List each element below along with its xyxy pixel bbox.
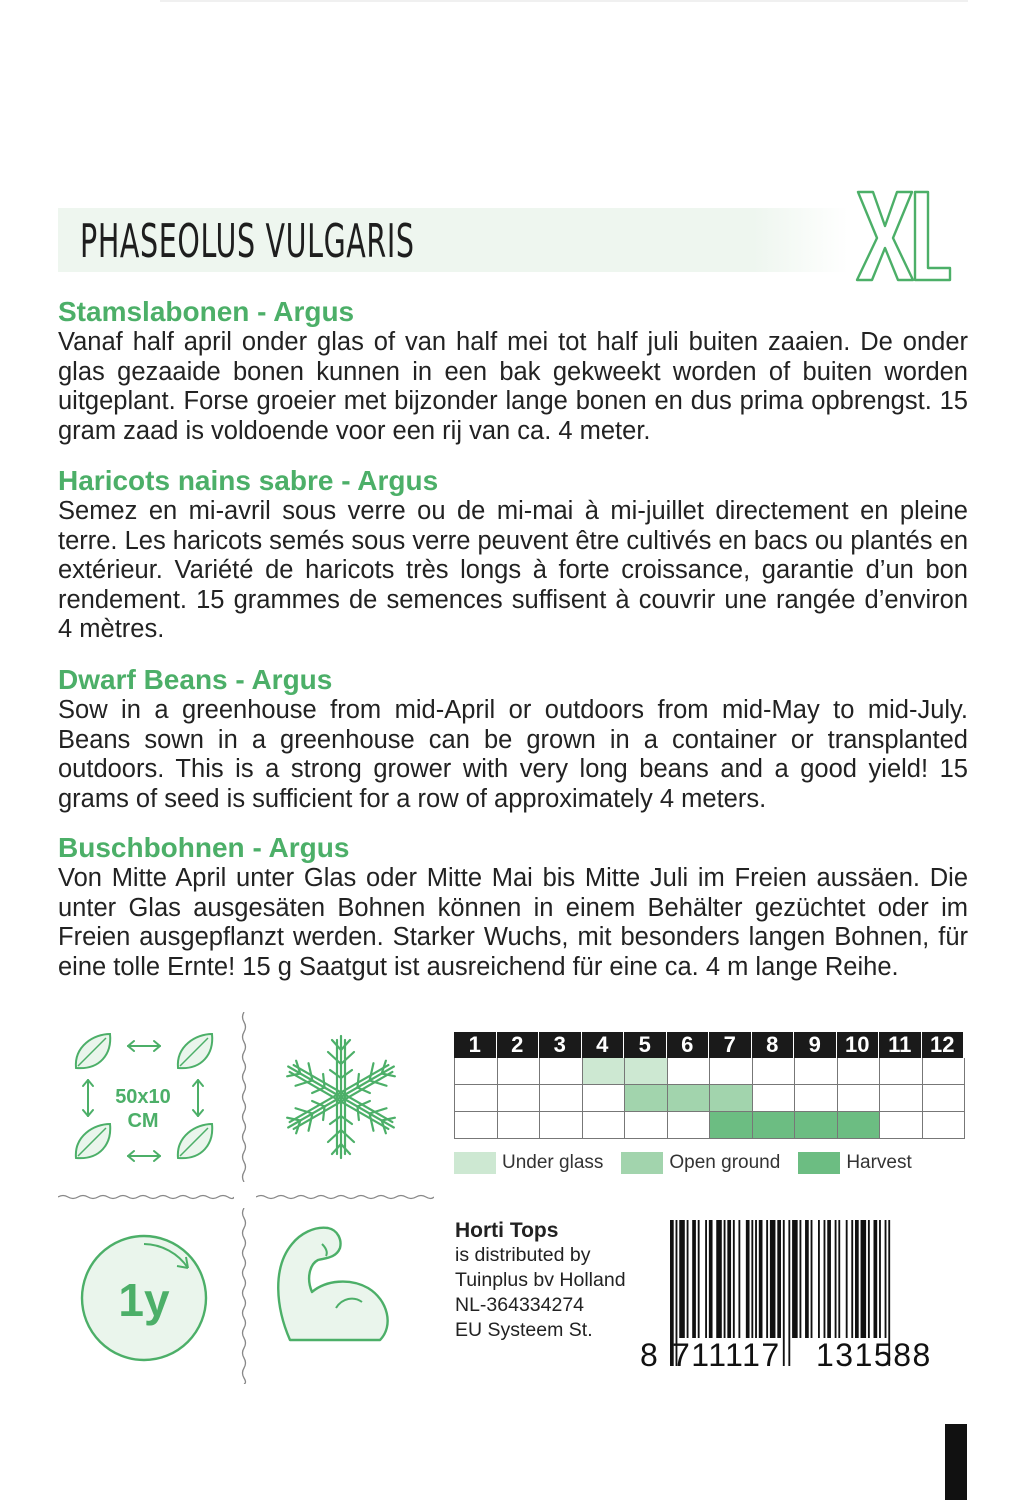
barcode-bar: [835, 1220, 837, 1338]
barcode-digit-first: 8: [640, 1337, 658, 1370]
calendar-cell: [454, 1112, 498, 1139]
calendar-cell: [753, 1112, 796, 1139]
calendar-cell: [498, 1058, 541, 1085]
barcode-bar: [846, 1220, 848, 1338]
barcode: [636, 1220, 966, 1370]
barcode-bar: [724, 1220, 726, 1338]
legend-label: Under glass: [502, 1152, 604, 1173]
calendar-header: [454, 1032, 965, 1058]
wavy-divider-vertical: [240, 1208, 248, 1384]
calendar-cell: [668, 1112, 711, 1139]
calendar-cell: [498, 1085, 541, 1112]
barcode-bar: [759, 1220, 763, 1338]
latin-name: PHASEOLUS VULGARIS: [80, 214, 415, 268]
barcode-digits-right: 131588: [816, 1337, 932, 1370]
section-heading: Haricots nains sabre - Argus: [58, 465, 439, 496]
calendar-cell: [880, 1058, 923, 1085]
distributor-info: [455, 1218, 626, 1343]
calendar-cell: [540, 1058, 583, 1085]
calendar-cell: [498, 1112, 541, 1139]
legend-swatch-open-ground: [621, 1152, 663, 1174]
distributor-line: NL-364334274: [455, 1294, 585, 1316]
barcode-bar: [861, 1220, 867, 1338]
section-english: [58, 664, 968, 814]
calendar-cell: [625, 1058, 668, 1085]
section-french: [58, 465, 968, 645]
barcode-bar: [751, 1220, 753, 1338]
calendar-row: [454, 1112, 965, 1139]
calendar-cell: [838, 1058, 881, 1085]
xl-badge-text: XL: [855, 186, 857, 187]
barcode-bar: [679, 1220, 685, 1338]
section-text: Semez en mi-avril sous verre ou de mi-mai à mi-juillet directement en pleine terre. Les haricots semés sous verre peuvent être cultivés en bacs ou plantés en extérieur. Variété de haricots très longs à forte croissance, garantie d’un bon rendement. 15 grammes de semences suffisent à couvrir une rangée d’environ 4 mètres.: [58, 497, 968, 644]
barcode-bar: [733, 1220, 735, 1338]
barcode-bar: [770, 1220, 776, 1338]
legend-label: Open ground: [669, 1152, 781, 1173]
calendar-cell: [795, 1058, 838, 1085]
calendar-cell: [454, 1085, 498, 1112]
calendar-cell: [625, 1085, 668, 1112]
calendar-cell: [454, 1058, 498, 1085]
calendar-body: [454, 1058, 965, 1139]
registration-mark: [945, 1424, 967, 1500]
spacing-unit: CM: [127, 1110, 159, 1132]
xl-badge: [855, 186, 953, 286]
section-dutch: [58, 296, 968, 446]
calendar-cell: [710, 1058, 753, 1085]
section-text: Sow in a greenhouse from mid-April or outdoors from mid-May to mid-July. Beans sown in a greenhouse can be grown in a container or transplanted outdoors. This is a strong grower with very long beans and a good yield! 15 grams of seed is sufficient for a row of approximately 4 meters.: [58, 696, 968, 813]
wavy-divider-horizontal: [256, 1193, 434, 1201]
distributor-line: is distributed by: [455, 1244, 591, 1266]
month-header: 9: [794, 1032, 837, 1058]
barcode-bar: [827, 1220, 831, 1338]
calendar-cell: [668, 1085, 711, 1112]
barcode-bar: [755, 1220, 757, 1338]
calendar-cell: [795, 1112, 838, 1139]
sowing-calendar: [454, 1032, 965, 1139]
month-header: 10: [837, 1032, 880, 1058]
calendar-cell: [923, 1085, 966, 1112]
month-header: 7: [709, 1032, 752, 1058]
month-header: 1: [454, 1032, 497, 1058]
calendar-cell: [838, 1085, 881, 1112]
top-edge-line: [160, 0, 968, 2]
barcode-bar: [824, 1220, 826, 1338]
barcode-bar: [800, 1220, 802, 1338]
calendar-cell: [880, 1112, 923, 1139]
barcode-bar: [851, 1220, 853, 1338]
snowflake-icon: [276, 1030, 406, 1164]
cycle-arrow-icon: [70, 1224, 218, 1372]
barcode-bar: [709, 1220, 713, 1338]
section-text: Vanaf half april onder glas of van half mei tot half juli buiten zaaien. De onder glas gezaaide bonen kunnen in een bak gekweekt worden of buiten worden uitgeplant. Forse groeier met bijzonder lange bonen en dus prima opbrengst. 15 gram zaad is voldoende voor een rij van ca. 4 meter.: [58, 328, 968, 445]
barcode-bar: [811, 1220, 813, 1338]
barcode-bar: [792, 1220, 798, 1338]
section-heading: Buschbohnen - Argus: [58, 832, 350, 863]
barcode-bar: [716, 1220, 722, 1338]
wavy-divider-vertical: [240, 1012, 248, 1182]
barcode-bar: [692, 1220, 696, 1338]
month-header: 2: [497, 1032, 540, 1058]
calendar-cell: [668, 1058, 711, 1085]
barcode-bar: [874, 1220, 878, 1338]
calendar-cell: [710, 1085, 753, 1112]
barcode-bar: [868, 1220, 870, 1338]
month-header: 12: [922, 1032, 965, 1058]
calendar-cell: [583, 1058, 626, 1085]
month-header: 3: [539, 1032, 582, 1058]
calendar-cell: [710, 1112, 753, 1139]
barcode-bar: [818, 1220, 820, 1338]
distributor-brand: Horti Tops: [455, 1219, 559, 1242]
section-heading: Stamslabonen - Argus: [58, 296, 355, 327]
legend-swatch-harvest: [798, 1152, 840, 1174]
barcode-bar: [687, 1220, 689, 1338]
month-header: 5: [624, 1032, 667, 1058]
legend-label: Harvest: [846, 1152, 912, 1173]
month-header: 8: [752, 1032, 795, 1058]
barcode-bar: [705, 1220, 707, 1338]
calendar-row: [454, 1058, 965, 1085]
lifespan-value: 1y: [118, 1274, 170, 1326]
section-text: Von Mitte April unter Glas oder Mitte Mai bis Mitte Juli im Freien aussäen. Die unter Glas ausgesäten Bohnen können in einem Behälter gezüchtet oder im Freien ausgepflanzt werden. Starker Wuchs, mit besonders langen Bohnen, für eine tolle Ernte! 15 g Saatgut ist ausreichend für eine ca. 4 m lange Reihe.: [58, 864, 968, 981]
barcode-bar: [838, 1220, 840, 1338]
section-german: [58, 832, 968, 982]
calendar-cell: [753, 1058, 796, 1085]
barcode-bar: [698, 1220, 700, 1338]
calendar-cell: [540, 1085, 583, 1112]
barcode-bar: [805, 1220, 809, 1338]
barcode-bar: [788, 1220, 790, 1366]
distributor-line: Tuinplus bv Holland: [455, 1269, 626, 1291]
calendar-cell: [795, 1085, 838, 1112]
calendar-cell: [583, 1085, 626, 1112]
barcode-bar: [738, 1220, 740, 1338]
barcode-bar: [855, 1220, 859, 1338]
calendar-cell: [540, 1112, 583, 1139]
barcode-bar: [885, 1220, 887, 1338]
barcode-bar: [766, 1220, 768, 1338]
barcode-bar: [746, 1220, 750, 1338]
wavy-divider-horizontal: [58, 1193, 234, 1201]
calendar-row: [454, 1085, 965, 1112]
calendar-cell: [753, 1085, 796, 1112]
calendar-cell: [923, 1112, 966, 1139]
barcode-bar: [783, 1220, 785, 1366]
leaf-spacing-icon: [66, 1028, 222, 1176]
distributor-line: EU Systeem St.: [455, 1319, 593, 1341]
barcode-digits-left: 711117: [672, 1337, 781, 1370]
calendar-cell: [625, 1112, 668, 1139]
month-header: 6: [667, 1032, 710, 1058]
barcode-bar: [879, 1220, 881, 1338]
calendar-legend: [454, 1152, 930, 1174]
calendar-cell: [583, 1112, 626, 1139]
section-heading: Dwarf Beans - Argus: [58, 664, 333, 695]
calendar-cell: [923, 1058, 966, 1085]
legend-swatch-under-glass: [454, 1152, 496, 1174]
month-header: 11: [879, 1032, 922, 1058]
month-header: 4: [582, 1032, 625, 1058]
flexed-arm-icon: [262, 1218, 402, 1348]
calendar-cell: [838, 1112, 881, 1139]
barcode-bar: [727, 1220, 731, 1338]
spacing-value: 50x10: [115, 1086, 171, 1108]
barcode-bar: [777, 1220, 781, 1338]
calendar-cell: [880, 1085, 923, 1112]
